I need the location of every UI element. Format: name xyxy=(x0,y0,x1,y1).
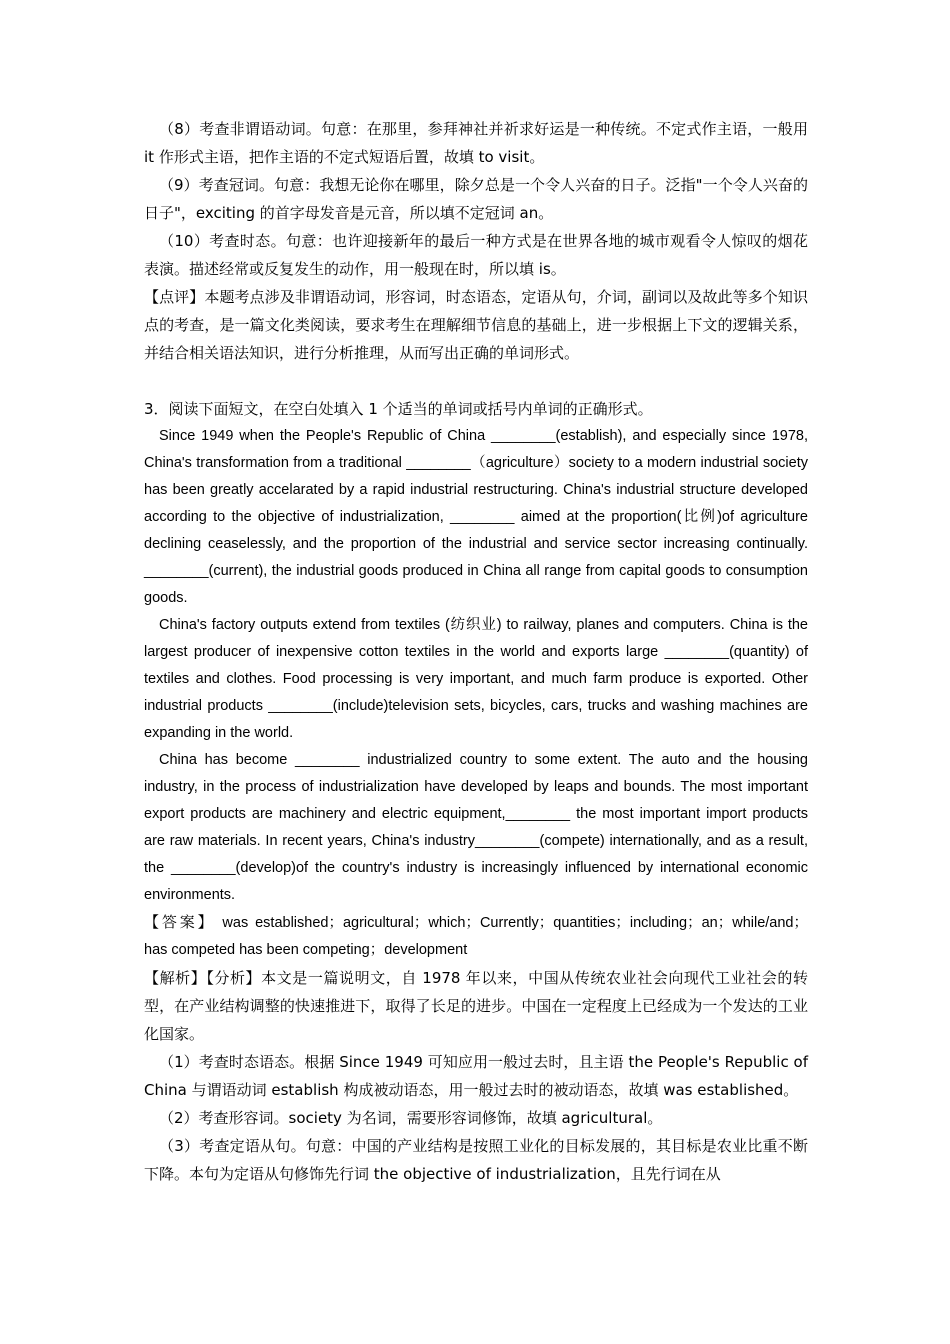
passage-paragraph-1: Since 1949 when the People's Republic of China ________(establish), and especially since 1978, China's transformation from a traditional ________（agriculture）society to a modern industrial society has been greatly accelarated by a rapid industrial restructuring. China's industrial structure developed according to the objective of industrialization, ________ aimed at the proportion(比例)of agriculture declining ceaselessly, and the proportion of the industrial and service sector increasing continually. ________(current), the industrial goods produced in China all range from capital goods to consumption goods. xyxy=(144,428,808,606)
explanation-8: （8）考查非谓语动词。句意：在那里，参拜神社并祈求好运是一种传统。不定式作主语，一般用 it 作形式主语，把作主语的不定式短语后置，故填 to visit。 xyxy=(144,120,808,166)
explanation-1: （1）考查时态语态。根据 Since 1949 可知应用一般过去时，且主语 the People's Republic of China 与谓语动词 establish 构成被动语态，用一般过去时的被动语态，故填 was established。 xyxy=(144,1053,808,1099)
section-gap xyxy=(144,367,808,395)
answer-text: was established；agricultural；which；Currently；quantities；including；an；while/and；has competed has been competing；development xyxy=(144,915,808,958)
passage-paragraph-3: China has become ________ industrialized country to some extent. The auto and the housing industry, in the process of industrialization have developed by leaps and bounds. The most important export products are machinery and electric equipment,________ the most important import products are raw materials. In recent years, China's industry________(compete) internationally, and as a result, the ________(develop)of the country's industry is increasingly influenced by international economic environments. xyxy=(144,752,808,903)
explanation-3: （3）考查定语从句。句意：中国的产业结构是按照工业化的目标发展的，其目标是农业比重不断下降。本句为定语从句修饰先行词 the objective of industrialization，且先行词在从 xyxy=(144,1137,808,1183)
answer-label: 【答案】 xyxy=(144,913,216,931)
analysis-intro: 【解析】【分析】本文是一篇说明文，自 1978 年以来，中国从传统农业社会向现代工业社会的转型，在产业结构调整的快速推进下，取得了长足的进步。中国在一定程度上已经成为一个发达的工业化国家。 xyxy=(144,969,808,1043)
answer-paragraph xyxy=(144,909,808,964)
passage-paragraph-2: China's factory outputs extend from textiles (纺织业) to railway, planes and computers. China is the largest producer of inexpensive cotton textiles in the world and exports large ________(quantity) of textiles and clothes. Food processing is very important, and much farm produce is exported. Other industrial products ________(include)television sets, bicycles, cars, trucks and washing machines are expanding in the world. xyxy=(144,617,808,741)
explanation-9: （9）考查冠词。句意：我想无论你在哪里，除夕总是一个令人兴奋的日子。泛指"一个令人兴奋的日子"，exciting 的首字母发音是元音，所以填不定冠词 an。 xyxy=(144,176,808,222)
explanation-2: （2）考查形容词。society 为名词，需要形容词修饰，故填 agricultural。 xyxy=(159,1109,663,1127)
comment-paragraph: 【点评】本题考点涉及非谓语动词，形容词，时态语态，定语从句，介词，副词以及故此等多个知识点的考查，是一篇文化类阅读，要求考生在理解细节信息的基础上，进一步根据上下文的逻辑关系，并结合相关语法知识，进行分析推理，从而写出正确的单词形式。 xyxy=(144,288,808,362)
explanation-10: （10）考查时态。句意：也许迎接新年的最后一种方式是在世界各地的城市观看令人惊叹的烟花表演。描述经常或反复发生的动作，用一般现在时，所以填 is。 xyxy=(144,232,808,278)
question-instruction: 3．阅读下面短文，在空白处填入 1 个适当的单词或括号内单词的正确形式。 xyxy=(144,400,653,418)
